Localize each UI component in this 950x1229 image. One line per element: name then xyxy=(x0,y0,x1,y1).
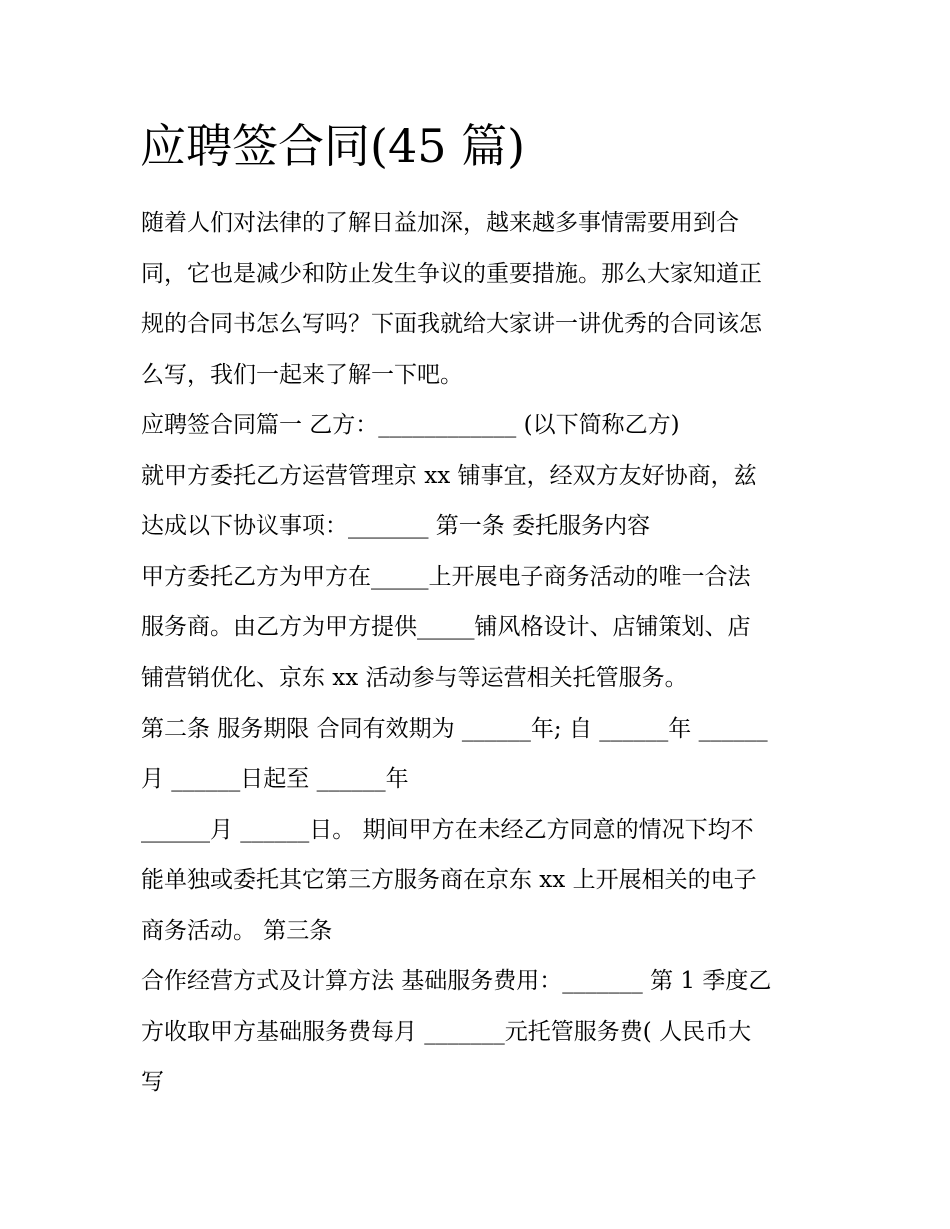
body-line: 写 xyxy=(141,1069,164,1095)
body-line: 规的合同书怎么写吗？下面我就给大家讲一讲优秀的合同该怎 xyxy=(141,311,762,337)
document-title: 应聘签合同(45 篇) xyxy=(140,119,526,173)
body-line: 达成以下协议事项：_______ 第一条 委托服务内容 xyxy=(141,513,651,539)
body-line: 随着人们对法律的了解日益加深，越来越多事情需要用到合 xyxy=(141,210,739,236)
body-line: 合作经营方式及计算方法 基础服务费用：_______ 第 1 季度乙 xyxy=(141,968,772,994)
body-line: 月 ______日起至 ______年 xyxy=(141,766,409,792)
body-line: 就甲方委托乙方运营管理京 xx 铺事宜，经双方友好协商，兹 xyxy=(141,463,757,489)
body-line: 铺营销优化、京东 xx 活动参与等运营相关托管服务。 xyxy=(141,665,688,691)
body-line: 应聘签合同篇一 乙方：____________ (以下简称乙方) xyxy=(141,412,680,438)
body-line: ______月 ______日。 期间甲方在未经乙方同意的情况下均不 xyxy=(141,817,754,843)
body-line: 甲方委托乙方为甲方在_____上开展电子商务活动的唯一合法 xyxy=(141,564,751,590)
body-line: 能单独或委托其它第三方服务商在京东 xx 上开展相关的电子 xyxy=(141,867,757,893)
body-line: 么写，我们一起来了解一下吧。 xyxy=(141,362,463,388)
body-line: 方收取甲方基础服务费每月 _______元托管服务费( 人民币大 xyxy=(141,1019,752,1045)
body-line: 同，它也是减少和防止发生争议的重要措施。那么大家知道正 xyxy=(141,261,762,287)
body-line: 第二条 服务期限 合同有效期为 ______年; 自 ______年 ______ xyxy=(141,716,768,742)
body-line: 服务商。由乙方为甲方提供_____铺风格设计、店铺策划、店 xyxy=(141,614,751,640)
body-line: 商务活动。 第三条 xyxy=(141,918,333,944)
